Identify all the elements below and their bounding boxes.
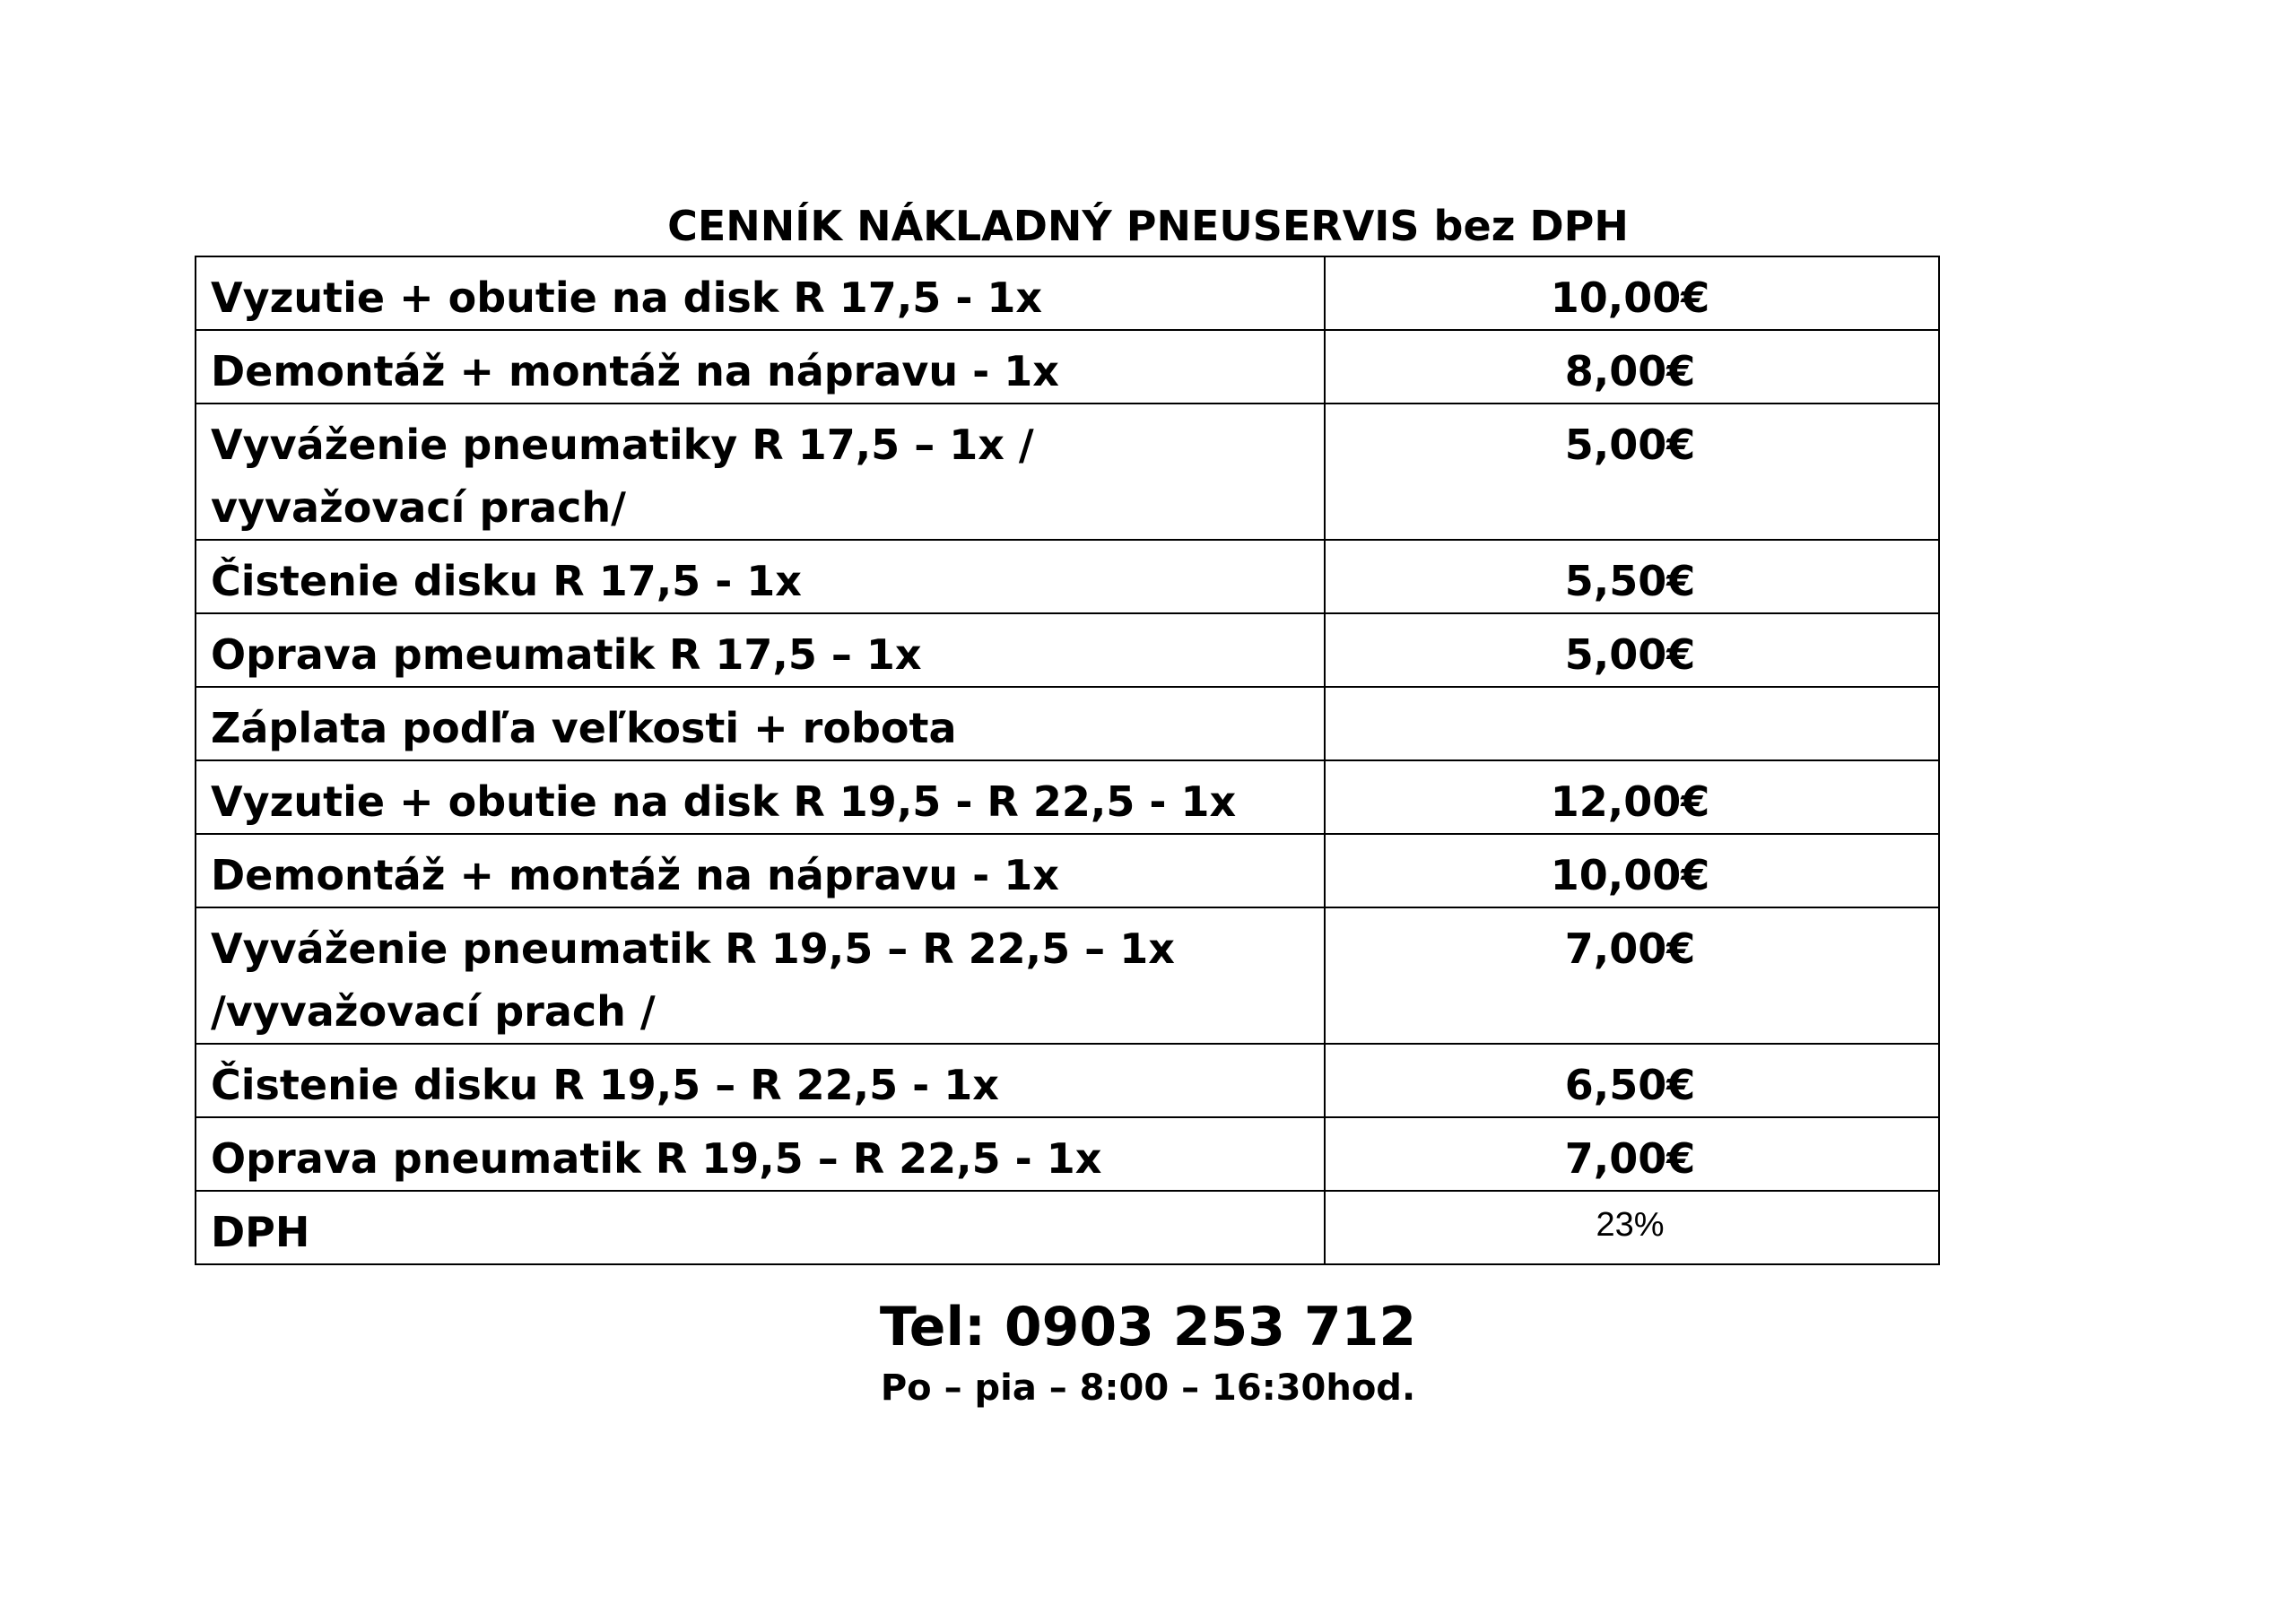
table-row — [196, 1117, 1939, 1191]
table-row — [196, 404, 1939, 540]
table-row — [196, 540, 1939, 613]
service-cell: Vyzutie + obutie na disk R 19,5 - R 22,5 - 1x — [196, 760, 1325, 834]
price-cell: 6,50€ — [1325, 1044, 1939, 1117]
table-row — [196, 613, 1939, 687]
price-cell: 12,00€ — [1325, 760, 1939, 834]
service-cell: Vyváženie pneumatiky R 17,5 – 1x / vyvažovací prach/ — [196, 404, 1325, 540]
table-row — [196, 1044, 1939, 1117]
service-cell: Vyzutie + obutie na disk R 17,5 - 1x — [196, 256, 1325, 330]
service-cell: Čistenie disku R 17,5 - 1x — [196, 540, 1325, 613]
table-row — [196, 330, 1939, 404]
service-cell: Demontáž + montáž na nápravu - 1x — [196, 834, 1325, 907]
price-cell: 5,00€ — [1325, 404, 1939, 540]
service-cell: Vyváženie pneumatik R 19,5 – R 22,5 – 1x /vyvažovací prach / — [196, 907, 1325, 1044]
table-row — [196, 760, 1939, 834]
opening-hours: Po – pia – 8:00 – 16:30hod. — [880, 1367, 1416, 1409]
price-table — [195, 256, 1940, 1265]
service-cell: Oprava pneumatik R 19,5 – R 22,5 - 1x — [196, 1117, 1325, 1191]
vat-rate-cell: 23% — [1325, 1191, 1939, 1264]
price-cell: 7,00€ — [1325, 1117, 1939, 1191]
table-row — [196, 907, 1939, 1044]
table-row — [196, 256, 1939, 330]
service-cell: Demontáž + montáž na nápravu - 1x — [196, 330, 1325, 404]
service-cell: DPH — [196, 1191, 1325, 1264]
page-title: CENNÍK NÁKLADNÝ PNEUSERVIS bez DPH — [667, 202, 1629, 250]
service-cell: Záplata podľa veľkosti + robota — [196, 687, 1325, 760]
table-row — [196, 687, 1939, 760]
price-cell: 10,00€ — [1325, 256, 1939, 330]
price-cell: 5,00€ — [1325, 613, 1939, 687]
service-cell: Čistenie disku R 19,5 – R 22,5 - 1x — [196, 1044, 1325, 1117]
price-cell: 10,00€ — [1325, 834, 1939, 907]
price-cell: 8,00€ — [1325, 330, 1939, 404]
phone-number: Tel: 0903 253 712 — [879, 1296, 1417, 1358]
price-cell: 7,00€ — [1325, 907, 1939, 1044]
table-row — [196, 1191, 1939, 1264]
price-cell: 5,50€ — [1325, 540, 1939, 613]
service-cell: Oprava pmeumatik R 17,5 – 1x — [196, 613, 1325, 687]
price-cell — [1325, 687, 1939, 760]
table-row — [196, 834, 1939, 907]
